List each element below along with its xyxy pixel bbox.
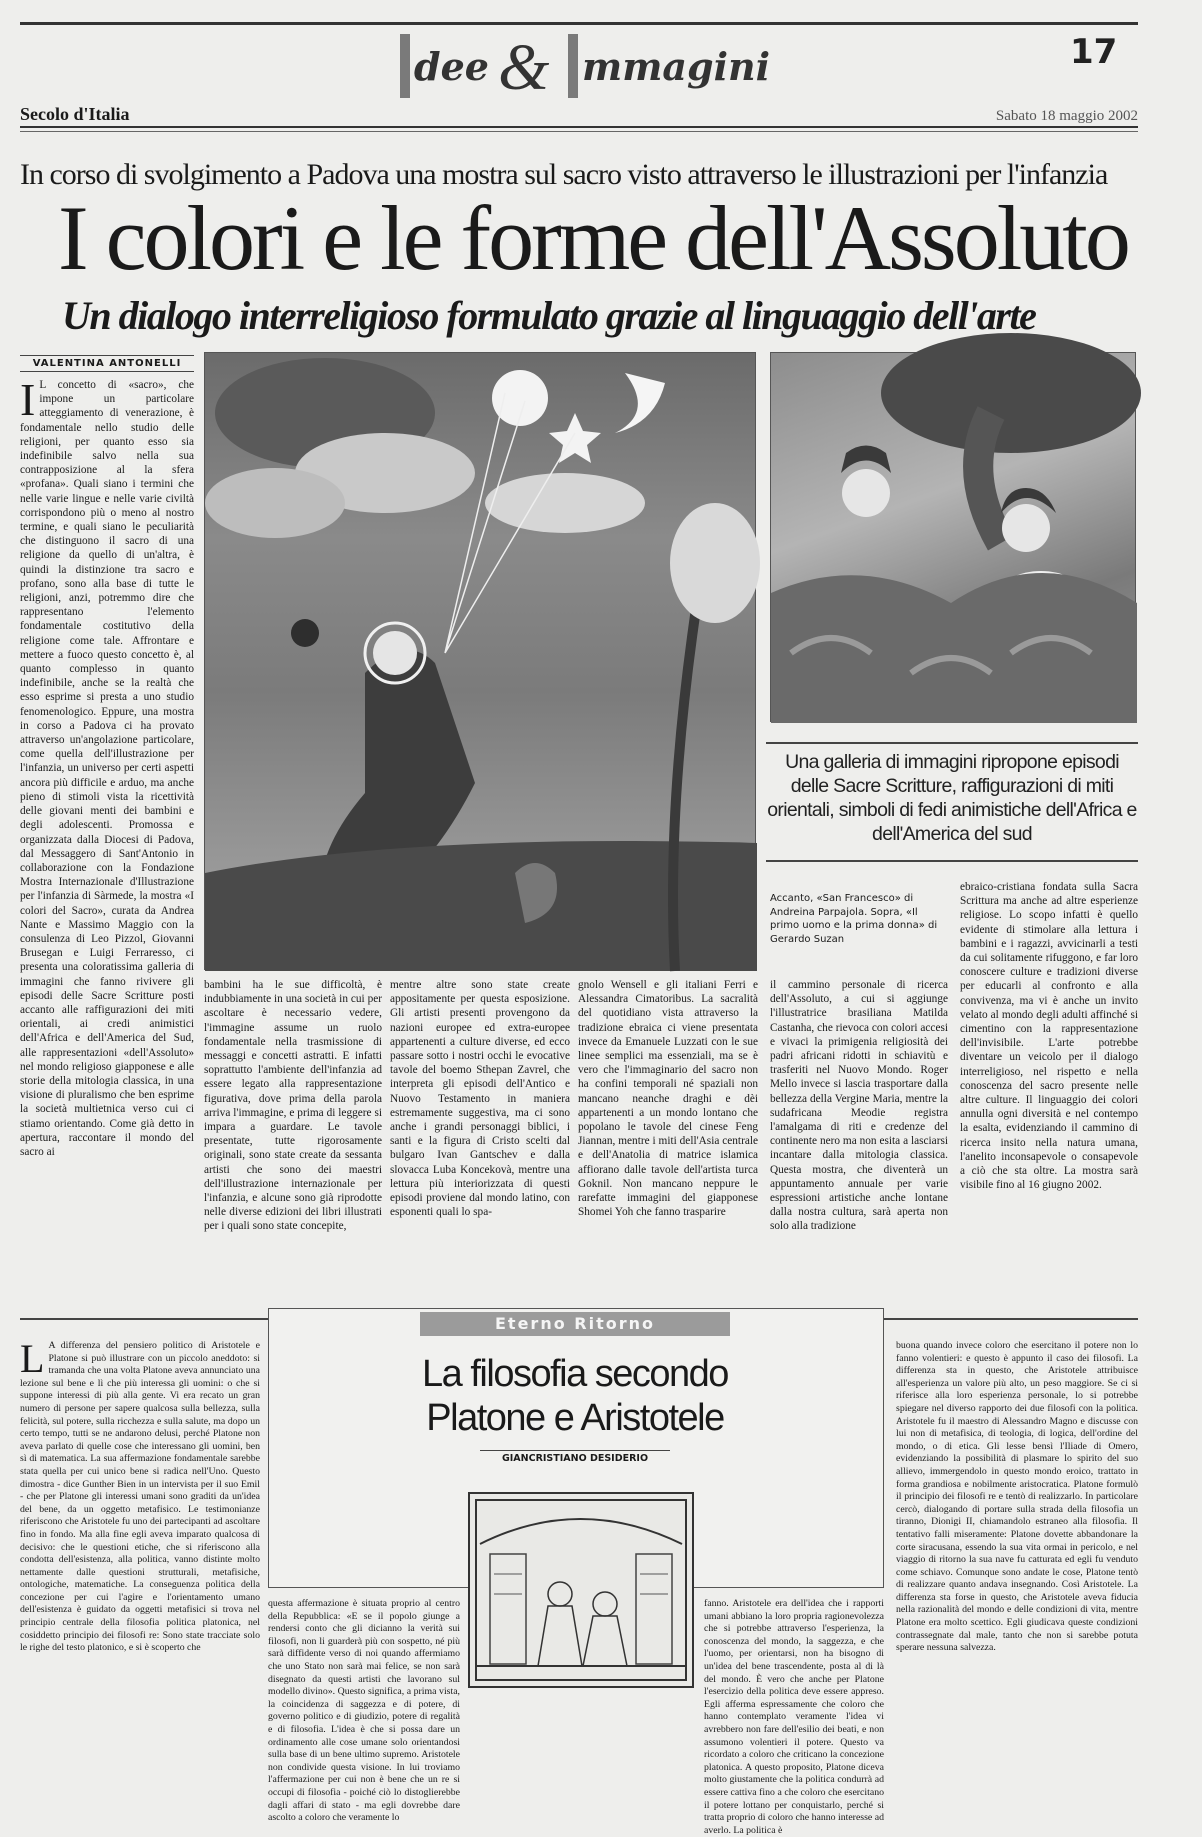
newspaper-name: Secolo d'Italia xyxy=(20,104,130,124)
section-logo-bar-left xyxy=(400,34,410,98)
feature-author: GIANCRISTIANO DESIDERIO xyxy=(480,1450,670,1464)
philosophers-engraving xyxy=(468,1492,694,1688)
feature-title xyxy=(300,1352,850,1440)
masthead-rule-thin xyxy=(20,131,1138,132)
image-caption: Accanto, «San Francesco» di Andreina Parpajola. Sopra, «Il primo uomo e la prima donna» di Gerardo Suzan xyxy=(770,893,938,945)
feature-column-b: questa affermazione è situata proprio al centro della Repubblica: «E se il popolo giunge a rendersi conto che gli dicianno la verità sui filosofi, non li guarderà più con sospetto, né più sarà diffidente verso di noi quando affermiamo che uno Stato non sarà mai felice, se non sarà disegnato da questi artisti che lavorano sul modello divino». Questo significa, a prima vista, la coincidenza di saggezza e di potere, di governo politico e di giudizio, potere di regalità e di filosofia. L'idea è che si possa dare un ordinamento alle cose umane solo orientandosi sulla base di un bene ultimo supremo. Aristotele non condivide questa visione. In lui troviamo l'affermazione per cui non è bene che un re si occupi di filosofia - poiché ciò lo distoglierebbe dagli affari di stato - ma egli dovrebbe dare ascolto a coloro che veramente lo xyxy=(268,1598,460,1824)
san-francesco-illustration xyxy=(204,352,756,970)
feature-title-line-1: La filosofia secondo xyxy=(422,1353,728,1395)
adam-eve-drawing xyxy=(771,353,1137,723)
article-byline: VALENTINA ANTONELLI xyxy=(20,355,194,372)
feature-column-a-text: A differenza del pensiero politico di Aristotele e Platone si può illustrare con un piccolo aneddoto: si tramanda che una volta Platone aveva annunciato una lezione sul bene e lì che più interessa gli uomini: o che si suppone interessi di più alla gente. Vi era recato un gran numero di persone per sapere qualcosa sulla bellezza, sulla felicità, sul potere, sulla ricchezza e sulla salute, ma dopo un certo tempo, tutti se ne andarono delusi, perché Platone non aveva parlato di quelle cose che interessano gli uomini, ben sì di matematica. La sua affermazione fondamentale sarebbe stata quella per cui unico bene si radica nell'Uno. Questo dimostra - dice Gunther Bien in un intervista per il suo Emil - che per Platone gli interessi umani sono graditi da un'idea del bene, da un oggetto metafisico. Le testimonianze riferiscono che Aristotele fu uno dei partecipanti ad ascoltare fino in fondo. Ma alla fine egli aveva imparato qualcosa di decisivo: che le questioni etiche, che si riferiscono alla condotta dell'esistenza, alla politica, vanno distinte molto nettamente dalle questioni strutturali, metafisiche, ontologiche, matematiche. La conseguenza politica della concezione per cui l'agire e l'orientamento umano dell'esistenza è guidato da oggetti metafisici si trova nel principio centrale della filosofia politica platonica, nel cosiddetto principio dei filosofi re: Sono state tracciate solo le righe del testo platonico, e si è scoperto che xyxy=(20,1340,260,1654)
section-logo-left-word: dee xyxy=(414,44,489,89)
article-column-1-text: L concetto di «sacro», che impone un particolare atteggiamento di venerazione, è fondamentale nello studio delle religioni, per quanto esso sia indefinibile salvo nella sua contrapposizione al la sfera «profana». Quali siano i termini che nelle varie lingue e nelle varie civiltà corrispondono più o meno al nostro termine, e quali siano le peculiarità che distinguono il sacro di una religione da quello di un'altra, è quindi la distinzione tra sacro e profano, sono alla base di tutte le religioni, anzi, potremmo dire che rappresentano l'elemento fondamentale costitutivo della religione come tale. Affrontare e mettere a fuoco questo concetto è, al quanto complesso in quanto indefinibile, anche se la realtà che esso esprime si presta a uno studio fenomenologico. Eppure, una mostra in corso a Padova ci ha provato attraverso un'angolazione particolare, come quella dell'illustrazione per l'infanzia, un universo per certi aspetti ancora più difficile e arduo, ma anche pieno di stimoli vista la ricettività delle giovani menti dei bambini e degli adolescenti. Promossa e organizzata dalla Diocesi di Padova, dal Messaggero di Sant'Antonio in collaborazione con la Fondazione Mostra Internazionale d'Illustrazione per l'infanzia di Sàrmede, la mostra «I colori del Sacro», curata da Andrea Nante e Massimo Maggio con la consulenza di Leo Pizzol, Giovanni Brusegan e Luigi Ferraresso, ci presenta una coloratissima galleria di immagini che fanno rivivere gli episodi delle Sacre Scritture posti accanto alle raffigurazioni dei miti orientali, ai credi animistici dell'Africa e dell'America del Sud, alle rappresentazioni «dell'Assoluto» nel mondo religioso giapponese e alle storie della mitologia classica, in una visione di pluralismo che ben esprime la società multietnica verso cui ci stiamo orientando. Come già detto in apertura, raccontare il mondo del sacro ai xyxy=(20,379,194,1158)
section-logo-right-word: mmagini xyxy=(582,44,771,89)
article-column-1 xyxy=(20,374,194,1290)
san-francesco-drawing xyxy=(205,353,757,971)
article-column-3: mentre altre sono state create appositamente per questa esposizione. Gli artisti presenti provengono da nazioni europee ed extra-europee appartenenti a culture diverse, ed ecco passare sotto i nostri occhi le evocative tavole del boemo Sthepan Zavrel, che interpreta gli episodi dell'Antico e Nuovo Testamento in maniera estremamente suggestiva, ma ci sono anche i grandi personaggi biblici, i santi e la figura di Cristo scelti dal bulgaro Ivan Gantschev e dalla slovacca Luba Koncekovà, mentre una lettura più interiorizzata di questi episodi proviene dal mondo latino, con esponenti quali lo spa- xyxy=(390,979,570,1219)
feature-dropcap: L xyxy=(20,1336,45,1381)
issue-date: Sabato 18 maggio 2002 xyxy=(995,108,1138,124)
feature-title-line-2: Platone e Aristotele xyxy=(426,1397,724,1439)
section-logo-bar-right xyxy=(568,34,578,98)
article-kicker: In corso di svolgimento a Padova una mostra sul sacro visto attraverso le illustrazioni per l'infanzia xyxy=(20,158,1108,191)
section-logo-ampersand: & xyxy=(498,31,550,104)
article-subhead: Un dialogo interreligioso formulato grazie al linguaggio dell'arte xyxy=(62,293,1036,338)
article-column-6: ebraico-cristiana fondata sulla Sacra Scrittura ma anche ad altre esperienze religiose. Lo scopo infatti è quello evidente di stimolare alla lettura i bambini e i ragazzi, avvicinarli a testi da cui solitamente rifuggono, e far loro conoscere culture e tradizioni diverse per educarli al confronto e alla convivenza, ma vi è anche un invito velato al mondo degli adulti affinché si cimentino con la rappresentazione dell'invisibile. L'arte potrebbe diventare un veicolo per il dialogo interreligioso, nel rispetto e nella conoscenza del sacro presente nelle altre culture. Il linguaggio dei colori annulla ogni diversità e nel contempo la esalta, evidenziando il cammino di ricerca insito nella natura umana, l'anelito inconsapevole o consapevole a ciò che sta oltre. La mostra sarà visibile fino al 16 giugno 2002. xyxy=(960,881,1138,1192)
masthead-rule xyxy=(20,126,1138,128)
article-column-2: bambini ha le sue difficoltà, è indubbiamente in una società in cui per ascoltare è necessario vedere, l'immagine assume un ruolo fondamentale nella trasmissione di messaggi e concetti astratti. E infatti soprattutto l'ambiente dell'infanzia ad essere legato alla rappresentazione figurativa, dove prima della parola arriva l'immagine, e prima di leggere si impara a guardare. Le tavole presentate, tutte rigorosamente originali, sono state create da sessanta artisti che sono dei maestri dell'illustrazione internazionale per l'infanzia, e alcune sono già riprodotte nelle diverse edizioni dei libri illustrati per i quali sono state concepite, xyxy=(204,979,382,1233)
primo-uomo-prima-donna-illustration xyxy=(770,352,1136,722)
article-dropcap: I xyxy=(20,374,36,425)
top-rule xyxy=(20,22,1138,25)
section-logo xyxy=(400,31,800,104)
feature-column-a xyxy=(20,1336,260,1740)
engraving-drawing xyxy=(470,1494,692,1686)
article-column-5: il cammino personale di ricerca dell'Assoluto, a cui si aggiunge l'illustratrice brasiliana Matilda Castanha, che rievoca con colori accesi e vivaci la primigenia religiosità dei padri africani ridotti in schiavitù e trasferiti nel Nuovo Mondo. Roger Mello invece si lascia trasportare dalla bellezza della Vergine Maria, mentre la sudafricana Meodie registra l'amalgama di riti e credenze del continente nero ma non esita a lasciarsi incantare dalla mitologia classica. Questa mostra, che diventerà un appuntamento annuale per varie espressioni artistiche anche lontane dalla nostra cultura, sarà aperta non solo alla tradizione xyxy=(770,979,948,1233)
article-headline: I colori e le forme dell'Assoluto xyxy=(58,187,1128,289)
feature-section-tag: Eterno Ritorno xyxy=(420,1312,730,1336)
article-pull-quote: Una galleria di immagini ripropone episodi delle Sacre Scritture, raffigurazioni di miti orientali, simboli di fedi animistiche dell'Africa e dell'America del sud xyxy=(766,742,1138,862)
page-number: 17 xyxy=(1070,32,1118,72)
feature-column-c: fanno. Aristotele era dell'idea che i rapporti umani abbiano la loro propria ragionevolezza che si potrebbe attraverso l'esperienza, la conoscenza del mondo, la saggezza, e che l'uomo, per orientarsi, non ha bisogno di un'idea del bene trascendente, posta al di là del mondo. È vero che anche per Platone l'esercizio della politica deve essere appreso. Egli afferma espressamente che coloro che hanno contemplato veramente l'idea vi avrebbero non fare dell'esilio dei beati, e non assumono volentieri il potere. Questo va ricordato a coloro che criticano la concezione platonica. A questo proposito, Platone diceva molto giustamente che la politica condurrà ad essere cattiva fino a che coloro che esercitano il potere lottano per conquistarlo, perché si tratta proprio di coloro che hanno interesse ad averlo. La politica è xyxy=(704,1598,884,1836)
article-column-4: gnolo Wensell e gli italiani Ferri e Alessandra Cimatoribus. La sacralità del quotidiano vista attraverso la tradizione ebraica ci viene presentata invece da Emanuele Luzzati con le sue linee semplici ma essenziali, ma se è vero che l'immaginario del sacro non ha confini temporali né spaziali non mancano neanche draghi e dèi appartenenti a un mondo lontano che popolano le tavole del cinese Feng Jiannan, mentre i miti dell'Asia centrale e dell'Anatolia di matrice islamica affiorano dalle tavole dell'artista turca Goknil. Non mancano neppure le rarefatte immagini del giapponese Shomei Yoh che fanno trasparire xyxy=(578,979,758,1219)
feature-column-d: buona quando invece coloro che esercitano il potere non lo fanno volentieri: e questo è appunto il caso dei filosofi. La differenza sta in questo, che Aristotele attribuisce all'esperienza un valore più alto, un peso maggiore. Se ci si riferisce alla loro esperienza personale, lo si potrebbe spiegare nel diverso rapporto dei due filosofi con la politica. Aristotele fu il maestro di Alessandro Magno e discusse con lui non di metafisica, di teologia, di logica, dell'ordine del mondo, o di etica. Gli lesse bensì l'Iliade di Omero, evidenziando la possibilità di plasmare lo spirito del suo allievo, immergendolo in questo mondo eroico, trattato in forma grandiosa e nobilmente aristocratica. Platone formulò il principio dei filosofi re e tentò di realizzarlo. In particolare cercò, dialogando di portare sulla strada della filosofia un tiranno, Dionigi II, chiamandolo estraneo alla filosofia. Il tentativo falli miseramente: Platone dovette abbandonare la corte siracusana, essendo la sua vita ormai in pericolo, e nel viaggio di ritorno la sua nave fu catturata ed egli fu venduto come schiavo. Comunque sono andate le cose, Platone tentò di realizzare quanto andava insegnando. Così Aristotele. La differenza sta forse in questo, che Aristotele aveva fiducia nella razionalità del mondo e delle condizioni di vita, mentre Platone era molto scettico. Egli giudicava queste condizioni contrassegnate dal male, tanto che non si sarebbe potuta sperare nessuna salvezza. xyxy=(896,1340,1138,1654)
